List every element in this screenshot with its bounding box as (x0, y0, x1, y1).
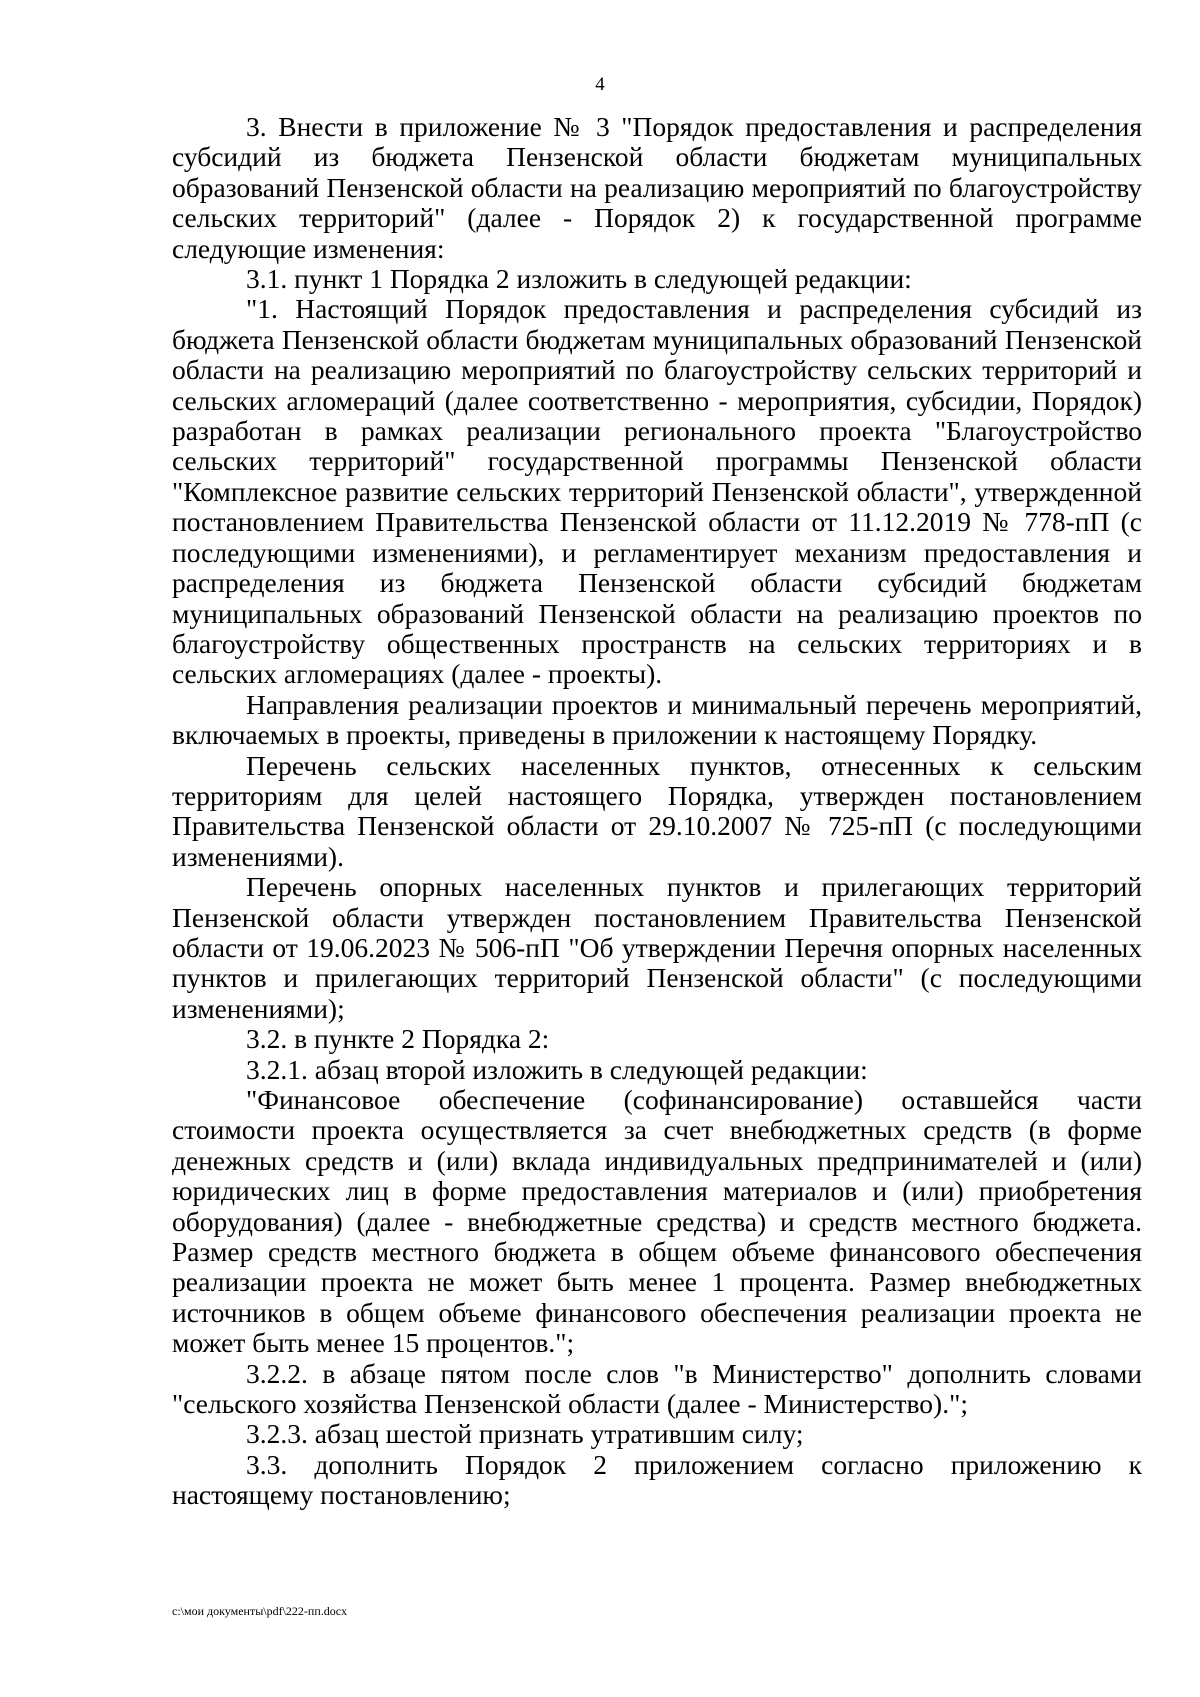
paragraph-3-2: 3.2. в пункте 2 Порядка 2: (246, 1023, 550, 1055)
paragraph-new-point-1: "1. Настоящий Порядок предоставления и распределения субсидий из бюджета Пензенской области бюджетам муниципальных образований Пензенской области на реализацию мероприятий по благоустройству сельских территорий и сельских агломераций (далее соответственно - мероприятия, субсидии, Порядок) разработан в рамках реализации регионального проекта "Благоустройство сельских территорий" государственной программы Пензенской области "Комплексное развитие сельских территорий Пензенской области", утвержденной постановлением Правительства Пензенской области от 11.12.2019 № 778-пП (с последующими изменениями), и регламентирует механизм предоставления и распределения из бюджета Пензенской области субсидий бюджетам муниципальных образований Пензенской области на реализацию проектов по благоустройству общественных пространств на сельских территориях и в сельских агломерациях (далее - проекты). (172, 293, 1142, 690)
paragraph-3-2-3: 3.2.3. абзац шестой признать утратившим силу; (246, 1418, 804, 1450)
paragraph-reference-settlements-list: Перечень опорных населенных пунктов и прилегающих территорий Пензенской области утвержден постановлением Правительства Пензенской области от 19.06.2023 № 506-пП "Об утверждении Перечня опорных населенных пунктов и прилегающих территорий Пензенской области" (с последующими изменениями); (172, 871, 1142, 1024)
document-body (172, 112, 1142, 1511)
paragraph-rural-settlements-list: Перечень сельских населенных пунктов, отнесенных к сельским территориям для целей настоящего Порядка, утвержден постановлением Правительства Пензенской области от 29.10.2007 № 725-пП (с последующими изменениями). (172, 749, 1142, 872)
footer-file-path: c:\мои документы\pdf\222-пп.docx (172, 1604, 348, 1618)
page-number: 4 (595, 74, 605, 95)
paragraph-3: 3. Внести в приложение № 3 "Порядок предоставления и распределения субсидий из бюджета Пензенской области бюджетам муниципальных образований Пензенской области на реализацию мероприятий по благоустройству сельских территорий" (далее - Порядок 2) к государственной программе следующие изменения: (172, 111, 1142, 264)
paragraph-3-2-1: 3.2.1. абзац второй изложить в следующей редакции: (246, 1053, 868, 1085)
paragraph-financing: "Финансовое обеспечение (софинансирование) оставшейся части стоимости проекта осуществляется за счет внебюджетных средств (в форме денежных средств и (или) вклада индивидуальных предпринимателей и (или) юридических лиц в форме предоставления материалов и (или) приобретения оборудования) (далее - внебюджетные средства) и средств местного бюджета. Размер средств местного бюджета в общем объеме финансового обеспечения реализации проекта не может быть менее 1 процента. Размер внебюджетных источников в общем объеме финансового обеспечения реализации проекта не может быть менее 15 процентов."; (172, 1084, 1142, 1359)
paragraph-3-1: 3.1. пункт 1 Порядка 2 изложить в следующей редакции: (246, 263, 912, 295)
paragraph-3-2-2: 3.2.2. в абзаце пятом после слов "в Министерство" дополнить словами "сельского хозяйства Пензенской области (далее - Министерство)."; (172, 1357, 1142, 1420)
paragraph-3-3: 3.3. дополнить Порядок 2 приложением согласно приложению к настоящему постановлению; (172, 1448, 1142, 1511)
paragraph-directions: Направления реализации проектов и минимальный перечень мероприятий, включаемых в проекты, приведены в приложении к настоящему Порядку. (172, 688, 1142, 751)
